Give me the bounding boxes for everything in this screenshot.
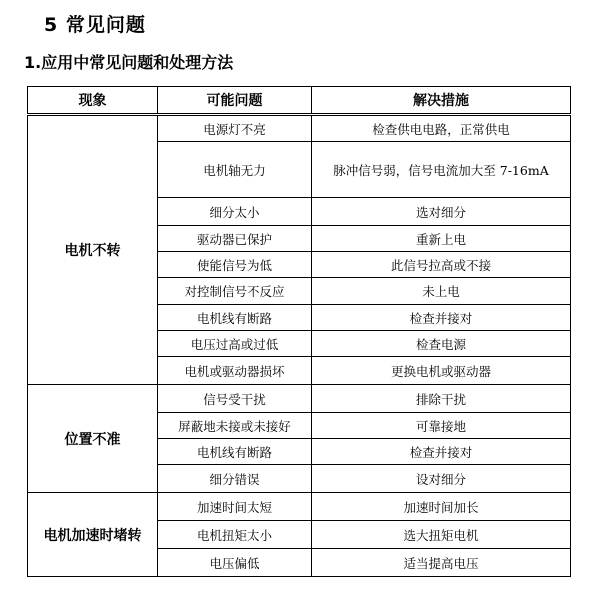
fix-cell: 排除干扰 — [312, 385, 571, 413]
fix-cell: 可靠接地 — [312, 413, 571, 439]
fix-cell: 选对细分 — [312, 198, 571, 226]
fix-cell: 检查并接对 — [312, 305, 571, 331]
fix-cell: 适当提高电压 — [312, 549, 571, 577]
fix-cell: 未上电 — [312, 278, 571, 305]
faq-table-body — [28, 115, 571, 577]
fix-cell: 重新上电 — [312, 226, 571, 252]
fix-cell: 检查供电电路，正常供电 — [312, 115, 571, 142]
header-symptom: 现象 — [28, 87, 158, 115]
cause-cell: 细分错误 — [158, 465, 312, 493]
header-fix: 解决措施 — [312, 87, 571, 115]
cause-cell: 电源灯不亮 — [158, 115, 312, 142]
cause-cell: 电机轴无力 — [158, 142, 312, 198]
cause-cell: 细分太小 — [158, 198, 312, 226]
fix-cell: 设对细分 — [312, 465, 571, 493]
symptom-cell: 电机加速时堵转 — [28, 493, 158, 577]
table-row — [28, 115, 571, 142]
cause-cell: 屏蔽地未接或未接好 — [158, 413, 312, 439]
cause-cell: 对控制信号不反应 — [158, 278, 312, 305]
fix-cell: 更换电机或驱动器 — [312, 357, 571, 385]
fix-cell: 选大扭矩电机 — [312, 521, 571, 549]
cause-cell: 电压过高或过低 — [158, 331, 312, 357]
fix-cell: 此信号拉高或不接 — [312, 252, 571, 278]
cause-cell: 电机线有断路 — [158, 305, 312, 331]
symptom-cell: 位置不准 — [28, 385, 158, 493]
cause-cell: 加速时间太短 — [158, 493, 312, 521]
header-cause: 可能问题 — [158, 87, 312, 115]
section-title: 5 常见问题 — [44, 14, 146, 36]
table-row — [28, 493, 571, 521]
cause-cell: 信号受干扰 — [158, 385, 312, 413]
faq-table — [27, 86, 571, 577]
cause-cell: 使能信号为低 — [158, 252, 312, 278]
fix-cell: 检查并接对 — [312, 439, 571, 465]
symptom-cell: 电机不转 — [28, 115, 158, 385]
table-row — [28, 385, 571, 413]
cause-cell: 驱动器已保护 — [158, 226, 312, 252]
table-header-row — [28, 87, 571, 115]
cause-cell: 电机扭矩太小 — [158, 521, 312, 549]
fix-cell: 脉冲信号弱，信号电流加大至 7-16mA — [312, 142, 571, 198]
cause-cell: 电机线有断路 — [158, 439, 312, 465]
subsection-title: 1.应用中常见问题和处理方法 — [24, 53, 234, 72]
cause-cell: 电机或驱动器损坏 — [158, 357, 312, 385]
cause-cell: 电压偏低 — [158, 549, 312, 577]
fix-cell: 检查电源 — [312, 331, 571, 357]
fix-cell: 加速时间加长 — [312, 493, 571, 521]
